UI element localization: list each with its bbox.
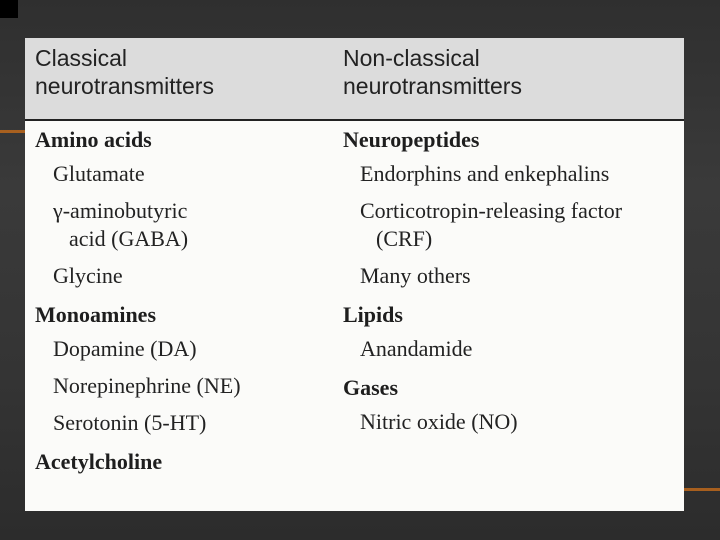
list-item-anandamide: Anandamide (360, 336, 473, 361)
list-item-glutamate: Glutamate (53, 161, 145, 186)
category-lipids: Lipids (343, 302, 403, 327)
header-nonclassical (343, 44, 673, 100)
list-item-norepinephrine: Norepinephrine (NE) (53, 373, 241, 398)
list-item-serotonin: Serotonin (5-HT) (53, 410, 207, 435)
list-item-nitric-oxide: Nitric oxide (NO) (360, 409, 518, 434)
list-item-many-others: Many others (360, 263, 471, 288)
category-gases: Gases (343, 375, 398, 400)
accent-line-right (684, 488, 720, 491)
table-header (25, 38, 684, 121)
list-item-endorphins: Endorphins and enkephalins (360, 161, 610, 186)
header-classical-line2: neurotransmitters (35, 73, 214, 99)
list-item-gaba (35, 197, 330, 253)
slide-table (25, 38, 684, 511)
corner-block (0, 0, 18, 18)
list-item-dopamine: Dopamine (DA) (53, 336, 197, 361)
category-neuropeptides: Neuropeptides (343, 127, 480, 152)
crf-line2: (CRF) (376, 226, 433, 251)
gaba-line1: γ-aminobutyric (53, 198, 188, 223)
accent-line-left (0, 130, 25, 133)
crf-line1: Corticotropin-releasing factor (360, 198, 623, 223)
gaba-line2: acid (GABA) (69, 226, 189, 251)
header-classical (35, 44, 325, 100)
header-classical-line1: Classical (35, 45, 128, 71)
classical-column (35, 124, 330, 482)
category-acetylcholine: Acetylcholine (35, 449, 163, 474)
header-nonclassical-line2: neurotransmitters (343, 73, 522, 99)
list-item-crf (343, 197, 681, 253)
category-amino-acids: Amino acids (35, 127, 152, 152)
header-nonclassical-line1: Non-classical (343, 45, 480, 71)
nonclassical-column (343, 124, 681, 445)
list-item-glycine: Glycine (53, 263, 123, 288)
category-monoamines: Monoamines (35, 302, 156, 327)
